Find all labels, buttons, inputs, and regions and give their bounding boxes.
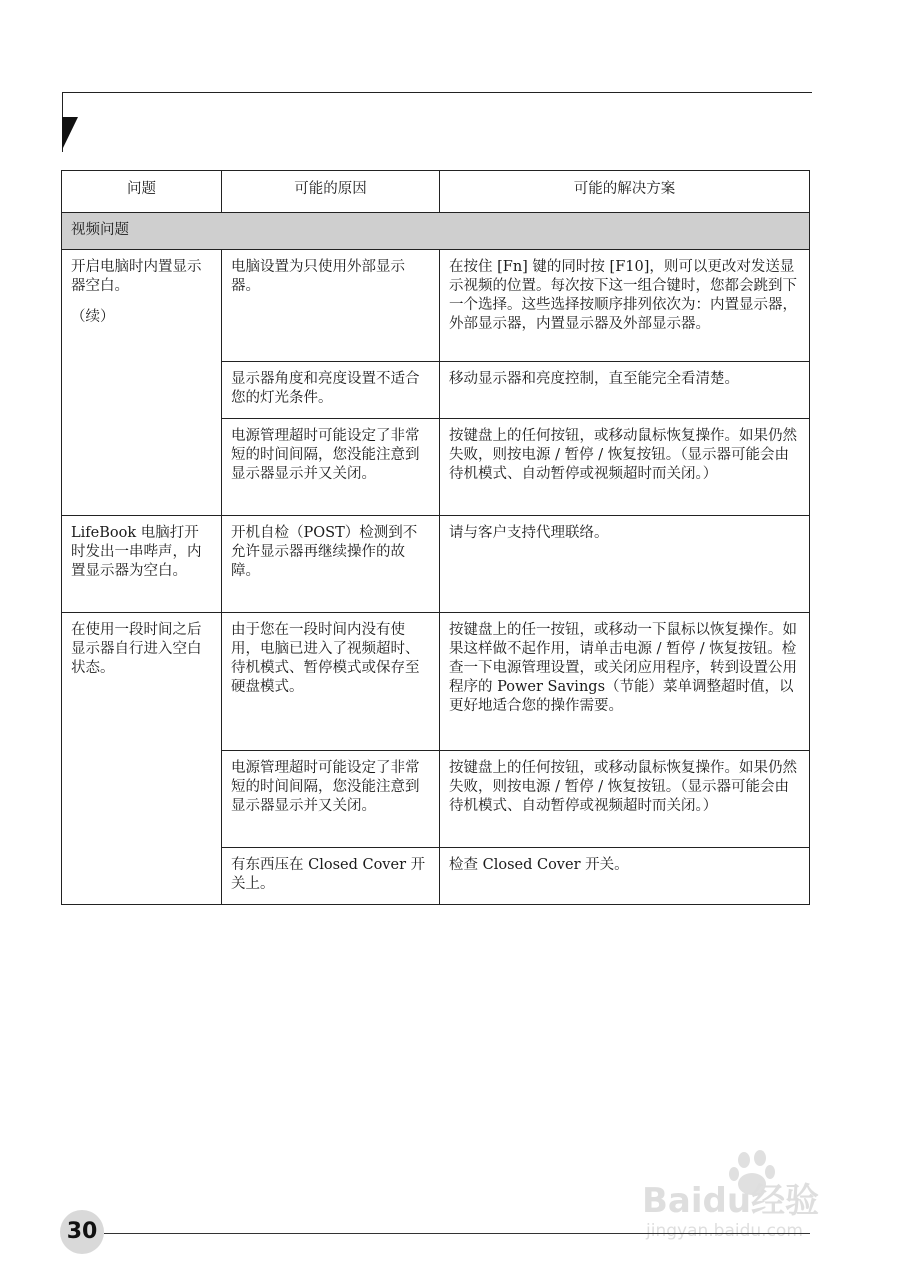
troubleshooting-table [61, 170, 810, 905]
column-header-problem: 问题 [62, 171, 222, 213]
page-header-frame [62, 92, 812, 152]
section-row [62, 213, 810, 250]
table-row [62, 250, 810, 362]
table-row [62, 516, 810, 613]
table-row [62, 613, 810, 751]
solution-cell: 按键盘上的任何按钮，或移动鼠标恢复操作。如果仍然失败，则按电源 / 暂停 / 恢复按钮。（显示器可能会由待机模式、自动暂停或视频超时而关闭。） [440, 419, 810, 516]
solution-cell: 移动显示器和亮度控制，直至能完全看清楚。 [440, 362, 810, 419]
solution-cell: 按键盘上的任一按钮，或移动一下鼠标以恢复操作。如果这样做不起作用，请单击电源 / 暂停 / 恢复按钮。检查一下电源管理设置，或关闭应用程序，转到设置公用程序的 Power Savings（节能）菜单调整超时值，以更好地适合您的操作需要。 [440, 613, 810, 751]
column-header-cause: 可能的原因 [222, 171, 440, 213]
problem-cell [62, 250, 222, 516]
cause-cell: 电脑设置为只使用外部显示器。 [222, 250, 440, 362]
column-header-solution: 可能的解决方案 [440, 171, 810, 213]
footer-rule [104, 1233, 810, 1234]
watermark-url: jingyan.baidu.com [646, 1221, 803, 1240]
solution-cell: 按键盘上的任何按钮，或移动鼠标恢复操作。如果仍然失败，则按电源 / 暂停 / 恢复按钮。（显示器可能会由待机模式、自动暂停或视频超时而关闭。） [440, 751, 810, 848]
watermark-brand: Baidu经验 [642, 1181, 820, 1221]
problem-cell: LifeBook 电脑打开时发出一串哔声，内置显示器为空白。 [62, 516, 222, 613]
page-number: 30 [60, 1210, 104, 1254]
solution-cell: 检查 Closed Cover 开关。 [440, 848, 810, 905]
cause-cell: 由于您在一段时间内没有使用，电脑已进入了视频超时、待机模式、暂停模式或保存至硬盘模式。 [222, 613, 440, 751]
solution-cell: 在按住 [Fn] 键的同时按 [F10]，则可以更改对发送显示视频的位置。每次按下这一组合键时，您都会跳到下一个选择。这些选择按顺序排列依次为：内置显示器，外部显示器，内置显示器及外部显示器。 [440, 250, 810, 362]
table-header-row [62, 171, 810, 213]
section-title: 视频问题 [62, 213, 810, 250]
cause-cell: 显示器角度和亮度设置不适合您的灯光条件。 [222, 362, 440, 419]
continued-note: （续） [71, 309, 115, 325]
cause-cell: 开机自检（POST）检测到不允许显示器再继续操作的故障。 [222, 516, 440, 613]
cause-cell: 有东西压在 Closed Cover 开关上。 [222, 848, 440, 905]
solution-cell: 请与客户支持代理联络。 [440, 516, 810, 613]
cause-cell: 电源管理超时可能设定了非常短的时间间隔，您没能注意到显示器显示并又关闭。 [222, 751, 440, 848]
header-corner-marker [62, 117, 78, 150]
cause-cell: 电源管理超时可能设定了非常短的时间间隔，您没能注意到显示器显示并又关闭。 [222, 419, 440, 516]
problem-text: 开启电脑时内置显示器空白。 [71, 259, 202, 294]
problem-cell: 在使用一段时间之后显示器自行进入空白状态。 [62, 613, 222, 905]
baidu-jingyan-watermark [636, 1150, 856, 1240]
